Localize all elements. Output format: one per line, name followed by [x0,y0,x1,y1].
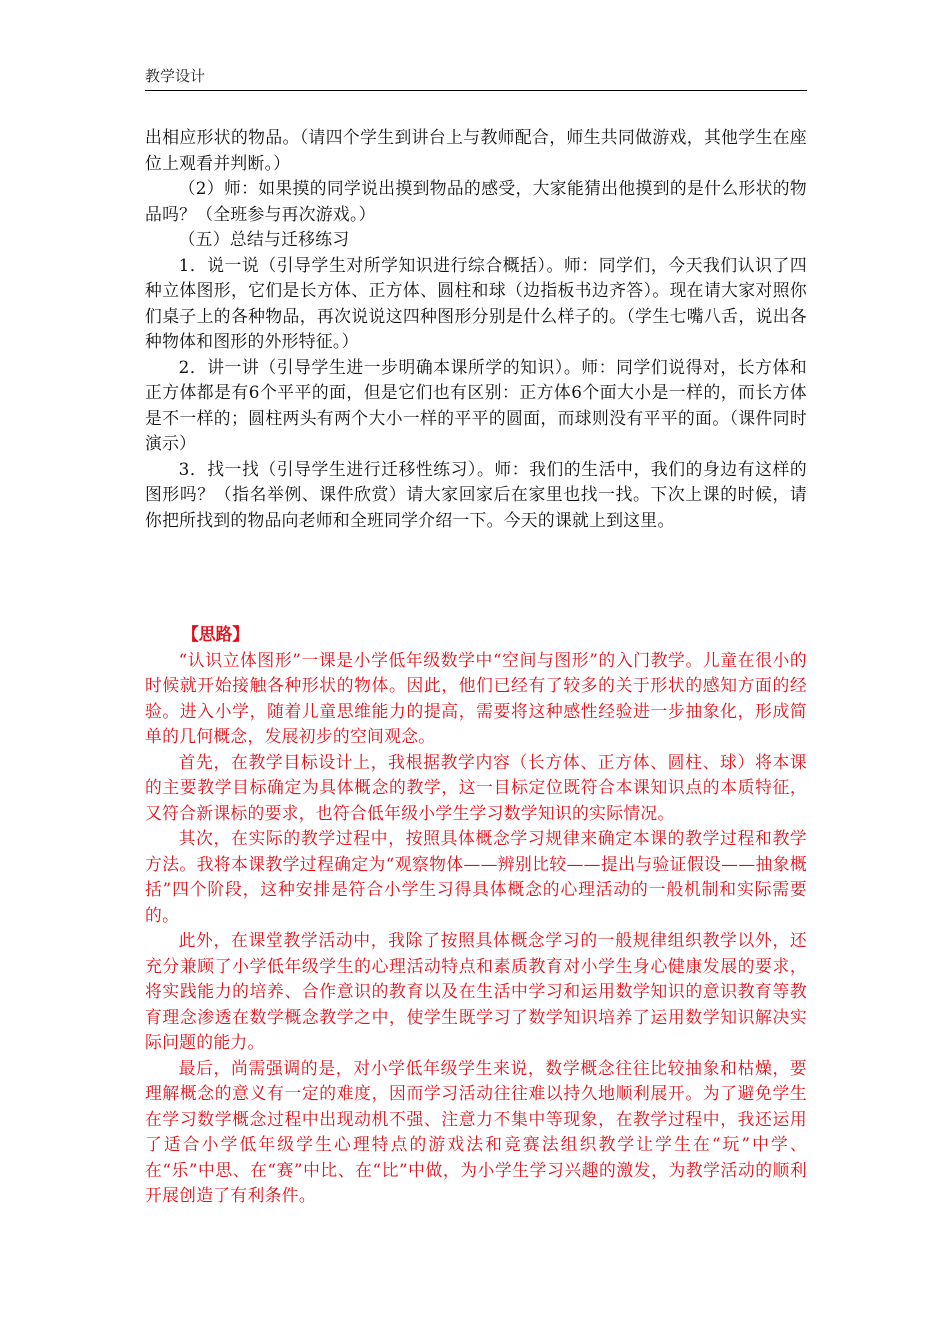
section-heading: （五）总结与迁移练习 [178,229,350,249]
thinking-title: 【思路】 [181,624,250,644]
lesson-body [145,125,807,533]
page-header [145,66,807,91]
paragraph: 2．讲一讲（引导学生进一步明确本课所学的知识）。师：同学们说得对，长方体和正方体都是有6个平平的面，但是它们也有区别：正方体6个面大小是一样的，而长方体是不一样的；圆柱两头有两个大小一样的平平的圆面，而球则没有平平的面。（课件同时演示） [145,356,807,453]
thinking-paragraph: 此外，在课堂教学活动中，我除了按照具体概念学习的一般规律组织教学以外，还充分兼顾了小学低年级学生的心理活动特点和素质教育对小学生身心健康发展的要求，将实践能力的培养、合作意识的教育以及在生活中学习和运用数学知识的意识教育等教育理念渗透在数学概念教学之中，使学生既学习了数学知识培养了运用数学知识解决实际问题的能力。 [145,930,807,1052]
thinking-paragraph: 首先，在教学目标设计上，我根据教学内容（长方体、正方体、圆柱、球）将本课的主要教学目标确定为具体概念的教学，这一目标定位既符合本课知识点的本质特征，又符合新课标的要求，也符合低年级小学生学习数学知识的实际情况。 [145,751,807,823]
thinking-paragraph: 其次，在实际的教学过程中，按照具体概念学习规律来确定本课的教学过程和教学方法。我将本课教学过程确定为“观察物体——辨别比较——提出与验证假设——抽象概括”四个阶段，这种安排是符合小学生习得具体概念的心理活动的一般机制和实际需要的。 [145,828,807,925]
paragraph: 1．说一说（引导学生对所学知识进行综合概括）。师：同学们，今天我们认识了四种立体图形，它们是长方体、正方体、圆柱和球（边指板书边齐答）。现在请大家对照你们桌子上的各种物品，再次说说这四种图形分别是什么样子的。（学生七嘴八舌，说出各种物体和图形的外形特征。） [145,254,807,351]
header-title: 教学设计 [145,67,206,85]
paragraph: （2）师：如果摸的同学说出摸到物品的感受，大家能猜出他摸到的是什么形状的物品吗？（全班参与再次游戏。） [145,178,807,224]
paragraph: 出相应形状的物品。（请四个学生到讲台上与教师配合，师生共同做游戏，其他学生在座位上观看并判断。） [145,127,807,173]
thinking-section [145,622,807,1209]
thinking-paragraph: “认识立体图形”一课是小学低年级数学中“空间与图形”的入门教学。儿童在很小的时候就开始接触各种形状的物体。因此，他们已经有了较多的关于形状的感知方面的经验。进入小学，随着儿童思维能力的提高，需要将这种感性经验进一步抽象化，形成简单的几何概念，发展初步的空间观念。 [145,649,807,746]
paragraph: 3．找一找（引导学生进行迁移性练习）。师：我们的生活中，我们的身边有这样的图形吗？（指名举例、课件欣赏）请大家回家后在家里也找一找。下次上课的时候，请你把所找到的物品向老师和全班同学介绍一下。今天的课就上到这里。 [145,458,807,530]
thinking-paragraph: 最后，尚需强调的是，对小学低年级学生来说，数学概念往往比较抽象和枯燥，要理解概念的意义有一定的难度，因而学习活动往往难以持久地顺利展开。为了避免学生在学习数学概念过程中出现动机不强、注意力不集中等现象，在教学过程中，我还运用了适合小学低年级学生心理特点的游戏法和竞赛法组织教学让学生在“玩”中学、在“乐”中思、在“赛”中比、在“比”中做，为小学生学习兴趣的激发，为教学活动的顺利开展创造了有利条件。 [145,1057,807,1205]
